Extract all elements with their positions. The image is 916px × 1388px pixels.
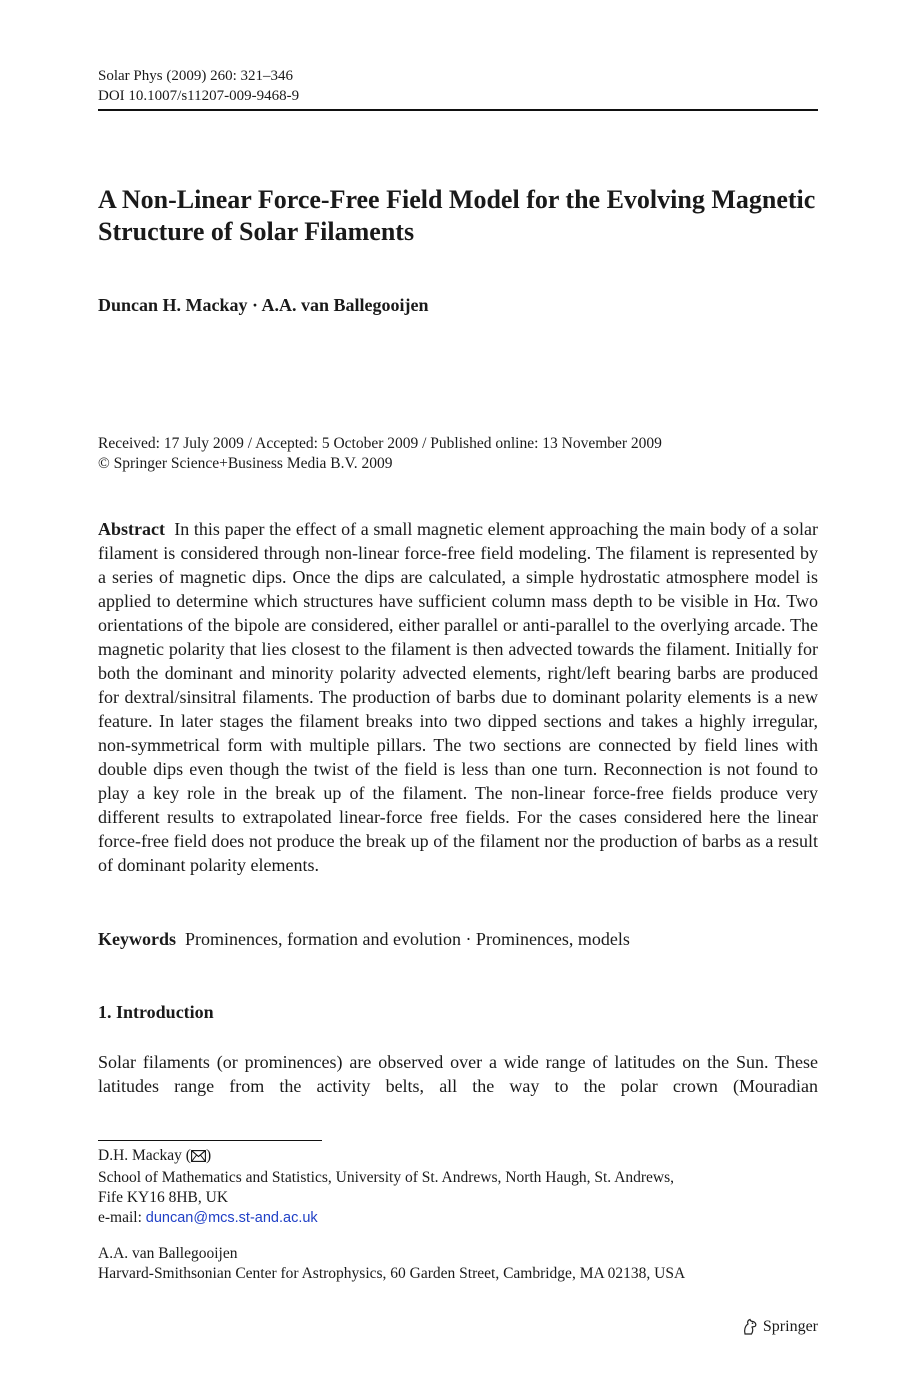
envelope-icon [191, 1148, 206, 1168]
author-list: Duncan H. Mackay · A.A. van Ballegooijen [98, 295, 429, 315]
keywords [98, 927, 818, 951]
affiliation-author1 [98, 1146, 818, 1228]
author1-name-close: ) [205, 1147, 212, 1164]
publication-history: Received: 17 July 2009 / Accepted: 5 October 2009 / Published online: 13 November 2009 [98, 435, 662, 452]
affiliation-author2 [98, 1244, 818, 1284]
email-line [98, 1208, 818, 1228]
section-heading: 1. Introduction [98, 1002, 214, 1022]
springer-horse-logo [741, 1318, 759, 1336]
publication-dates [98, 434, 818, 474]
abstract [98, 517, 818, 877]
email-link[interactable]: duncan@mcs.st-and.ac.uk [145, 1210, 318, 1226]
author1-address-line2: Fife KY16 8HB, UK [98, 1189, 229, 1206]
journal-citation: Solar Phys (2009) 260: 321–346 [98, 68, 293, 84]
introduction-text: Solar filaments (or prominences) are observed over a wide range of latitudes on the Sun. These latitudes range from the activity belts, all the way to the polar crown (Mouradian [98, 1052, 818, 1096]
abstract-label: Abstract [98, 519, 165, 539]
author1-name: D.H. Mackay ( [98, 1147, 191, 1164]
paper-title: A Non-Linear Force-Free Field Model for the Evolving Magnetic Structure of Solar Filaments [98, 185, 816, 246]
header-rule [98, 109, 818, 111]
publisher-name: Springer [762, 1318, 818, 1335]
author2-address: Harvard-Smithsonian Center for Astrophysics, 60 Garden Street, Cambridge, MA 02138, USA [98, 1265, 686, 1282]
keywords-label: Keywords [98, 929, 176, 949]
email-label: e-mail: [98, 1209, 146, 1226]
footnote-rule [98, 1140, 322, 1141]
publisher-mark [741, 1316, 818, 1338]
abstract-text: In this paper the effect of a small magnetic element approaching the main body of a solar filament is considered through non-linear force-free field modeling. The filament is represented by a series of magnetic dips. Once the dips are calculated, a simple hydrostatic atmosphere model is applied to determine which structures have sufficient column mass depth to be visible in Hα. Two orientations of the bipole are considered, either parallel or anti-parallel to the overlying arcade. The magnetic polarity that lies closest to the filament is then advected towards the filament. Initially for both the dominant and minority polarity advected elements, right/left bearing barbs are produced for dextral/sinsitral filaments. The production of barbs due to dominant polarity elements is a new feature. In later stages the filament breaks into two dipped sections and takes a highly irregular, non-symmetrical form with multiple pillars. The two sections are connected by field lines with double dips even though the twist of the field is less than one turn. Reconnection is not found to play a key role in the break up of the filament. The non-linear force-free fields produce very different results to extrapolated linear-force free fields. For the cases considered here the linear force-free field does not produce the break up of the filament nor the production of barbs as a result of dominant polarity elements. [98, 519, 819, 875]
running-header [98, 66, 818, 106]
author1-name-line [98, 1146, 818, 1168]
keywords-text: Prominences, formation and evolution · Prominences, models [185, 929, 630, 949]
copyright-line: © Springer Science+Business Media B.V. 2009 [98, 455, 393, 472]
author2-name: A.A. van Ballegooijen [98, 1245, 238, 1262]
author1-address-line1: School of Mathematics and Statistics, University of St. Andrews, North Haugh, St. Andrews, [98, 1169, 675, 1186]
doi: DOI 10.1007/s11207-009-9468-9 [98, 88, 300, 104]
